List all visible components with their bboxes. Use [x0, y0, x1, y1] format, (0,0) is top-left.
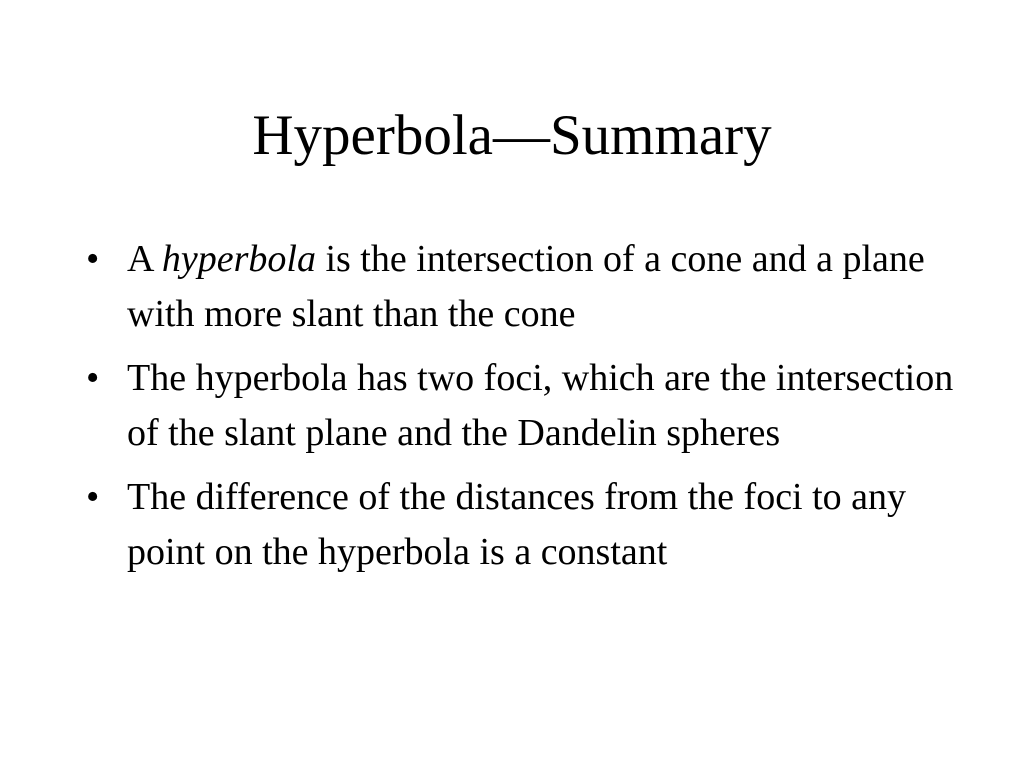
- bullet-marker: •: [86, 476, 100, 518]
- bullet-text-emphasis: hyperbola: [161, 238, 316, 280]
- bullet-item: [86, 351, 966, 461]
- bullet-list: [86, 232, 966, 589]
- bullet-text-tail: is the intersection of a cone and a plane with more slant than the cone: [127, 238, 925, 335]
- bullet-item: [86, 470, 966, 580]
- bullet-marker: •: [86, 238, 100, 280]
- bullet-item: [86, 232, 966, 342]
- bullet-text-lead: A: [127, 238, 162, 280]
- bullet-marker: •: [86, 357, 100, 399]
- bullet-text: The hyperbola has two foci, which are the intersection of the slant plane and the Dandelin spheres: [127, 357, 954, 454]
- bullet-text: The difference of the distances from the foci to any point on the hyperbola is a constant: [127, 476, 907, 573]
- slide-title: Hyperbola—Summary: [252, 104, 772, 167]
